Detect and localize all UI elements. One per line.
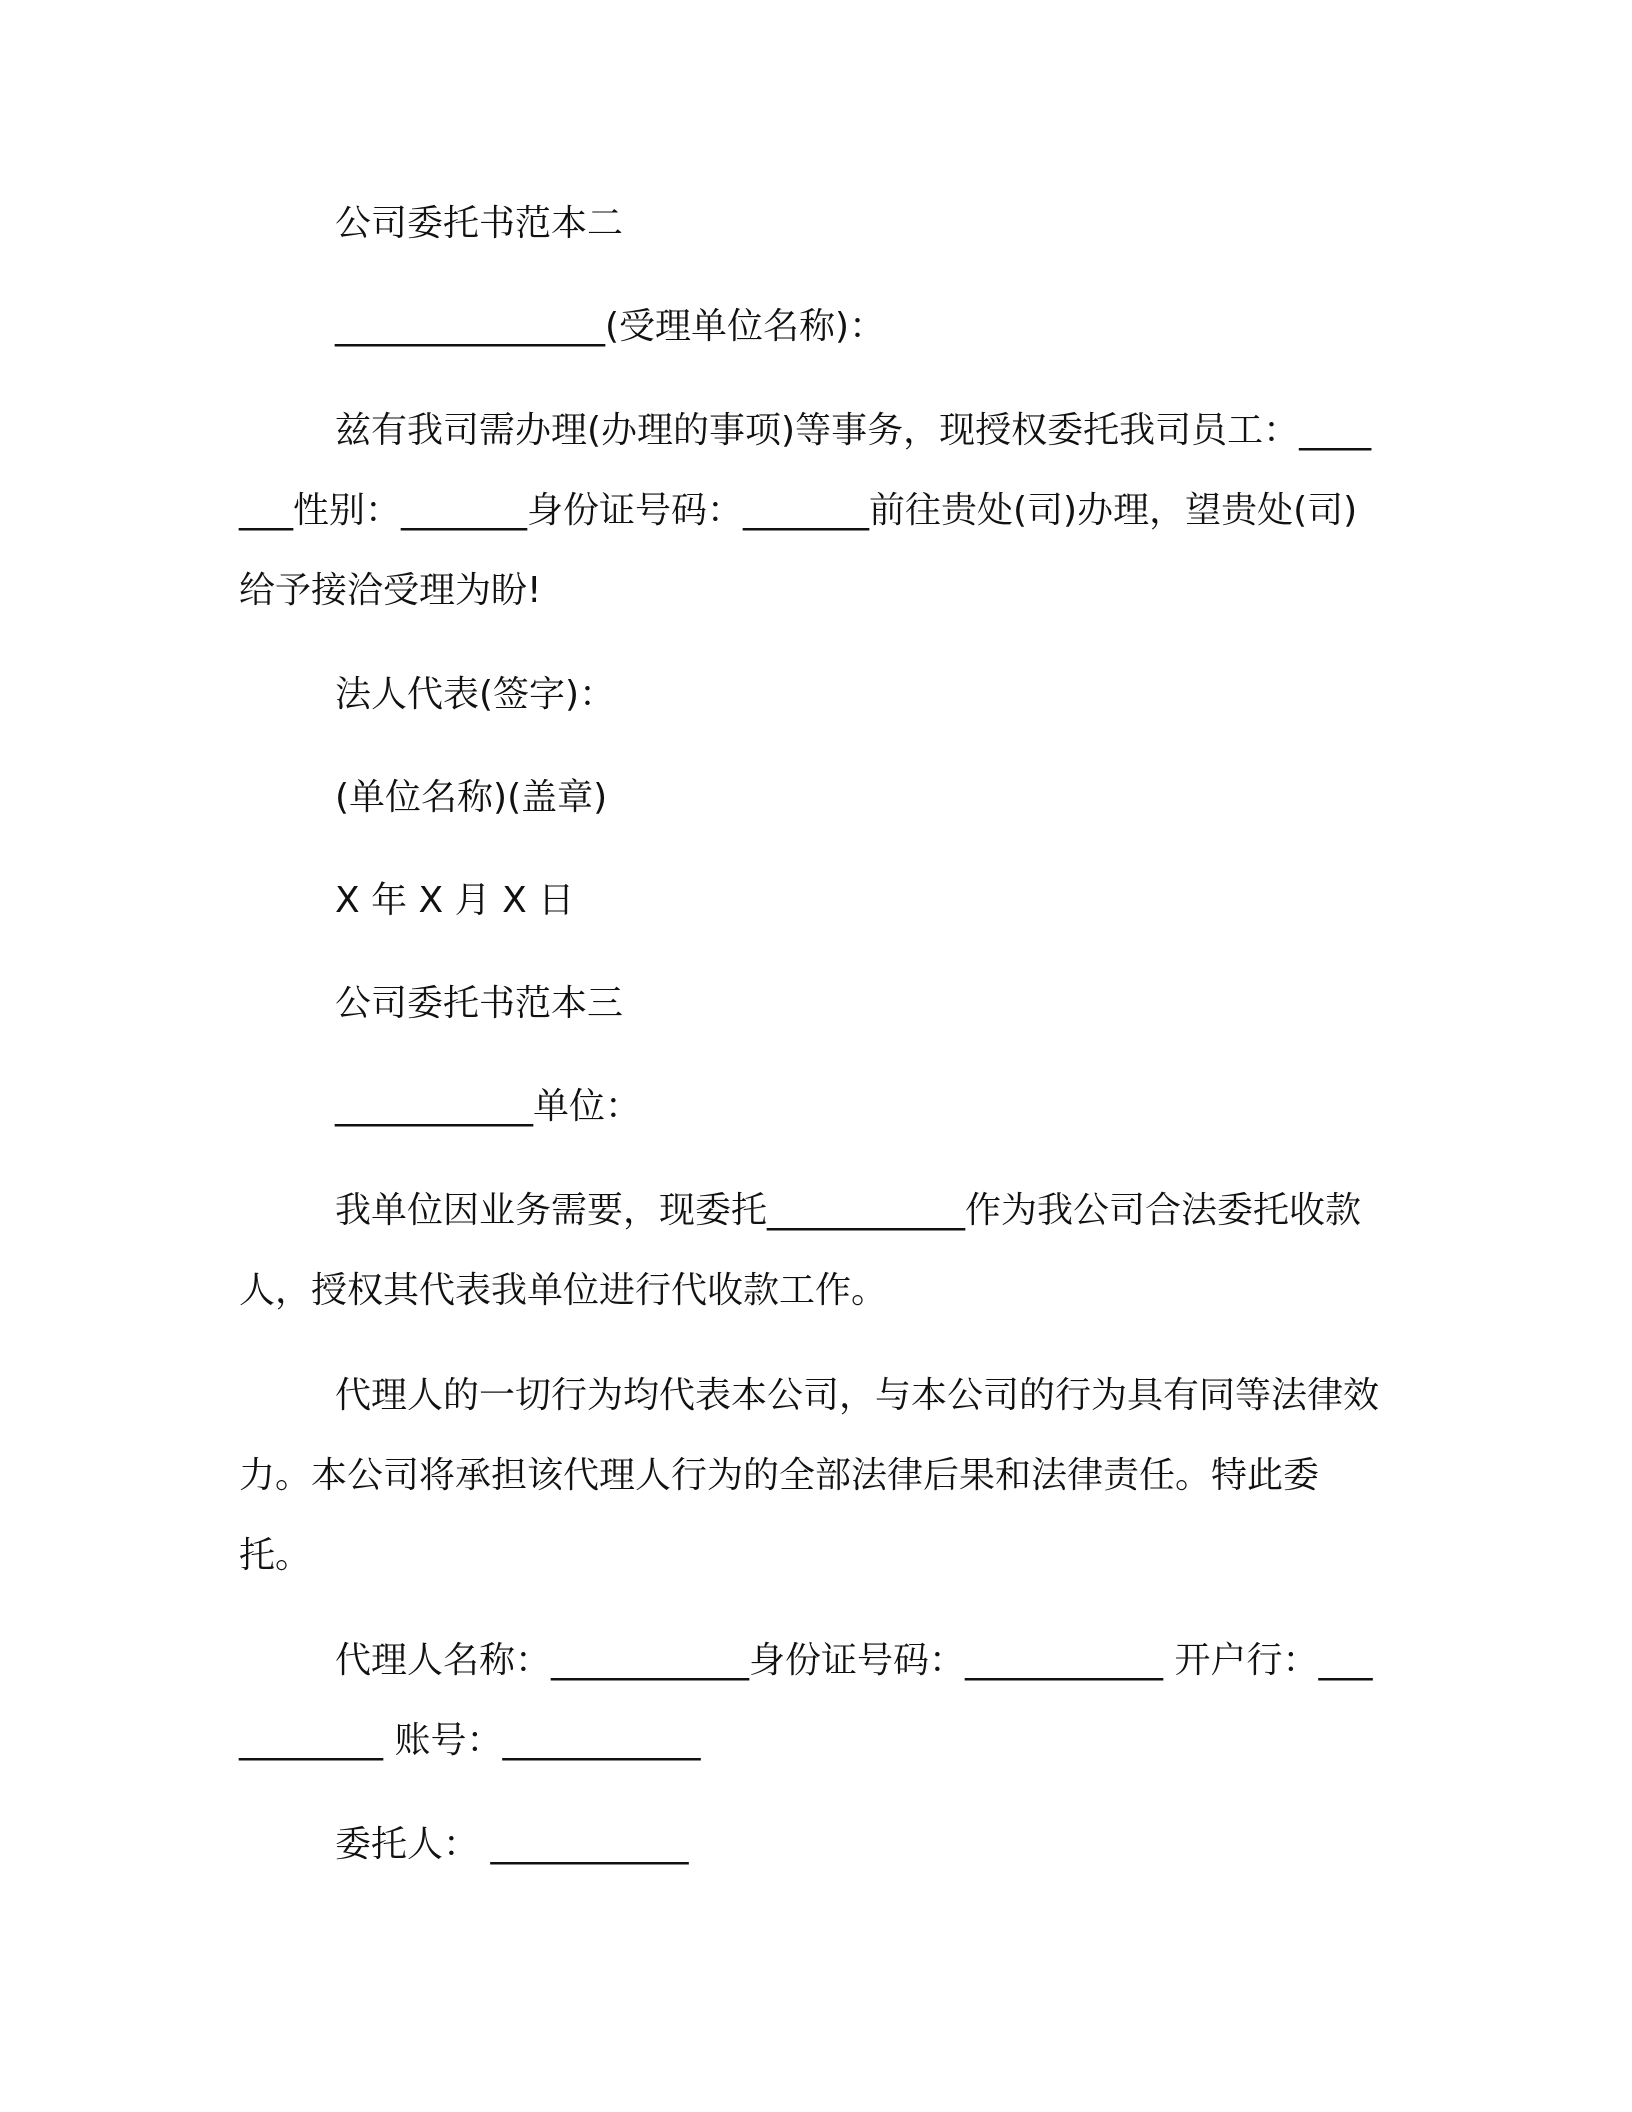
recipient-line-sample-two: _______________(受理单位名称)： bbox=[335, 306, 886, 347]
recipient-line-sample-three: ___________单位： bbox=[335, 1086, 642, 1127]
liability-paragraph-sample-three: 代理人的一切行为均代表本公司，与本公司的行为具有同等法律效力。本公司将承担该代理人行为的全部法律后果和法律责任。特此委托。 bbox=[239, 1375, 1380, 1576]
principal-signature-line: 委托人： ___________ bbox=[335, 1824, 689, 1865]
delegation-paragraph-sample-three: 我单位因业务需要，现委托___________作为我公司合法委托收款人，授权其代表我单位进行代收款工作。 bbox=[239, 1190, 1362, 1311]
legal-representative-signature-line: 法人代表(签字)： bbox=[335, 674, 616, 715]
agent-information-lines: 代理人名称：___________身份证号码：___________ 开户行：___________ 账号：___________ bbox=[239, 1640, 1373, 1761]
unit-seal-line: (单位名称)(盖章) bbox=[335, 777, 608, 818]
authorization-paragraph-sample-two: 兹有我司需办理(办理的事项)等事务，现授权委托我司员工：_______性别：_______身份证号码：_______前往贵处(司)办理，望贵处(司)给予接洽受理为盼! bbox=[239, 410, 1372, 611]
section-title-sample-three: 公司委托书范本三 bbox=[335, 983, 624, 1024]
document-body bbox=[239, 185, 1384, 1909]
date-line: X 年 X 月 X 日 bbox=[335, 880, 575, 921]
section-title-sample-two: 公司委托书范本二 bbox=[335, 203, 624, 244]
